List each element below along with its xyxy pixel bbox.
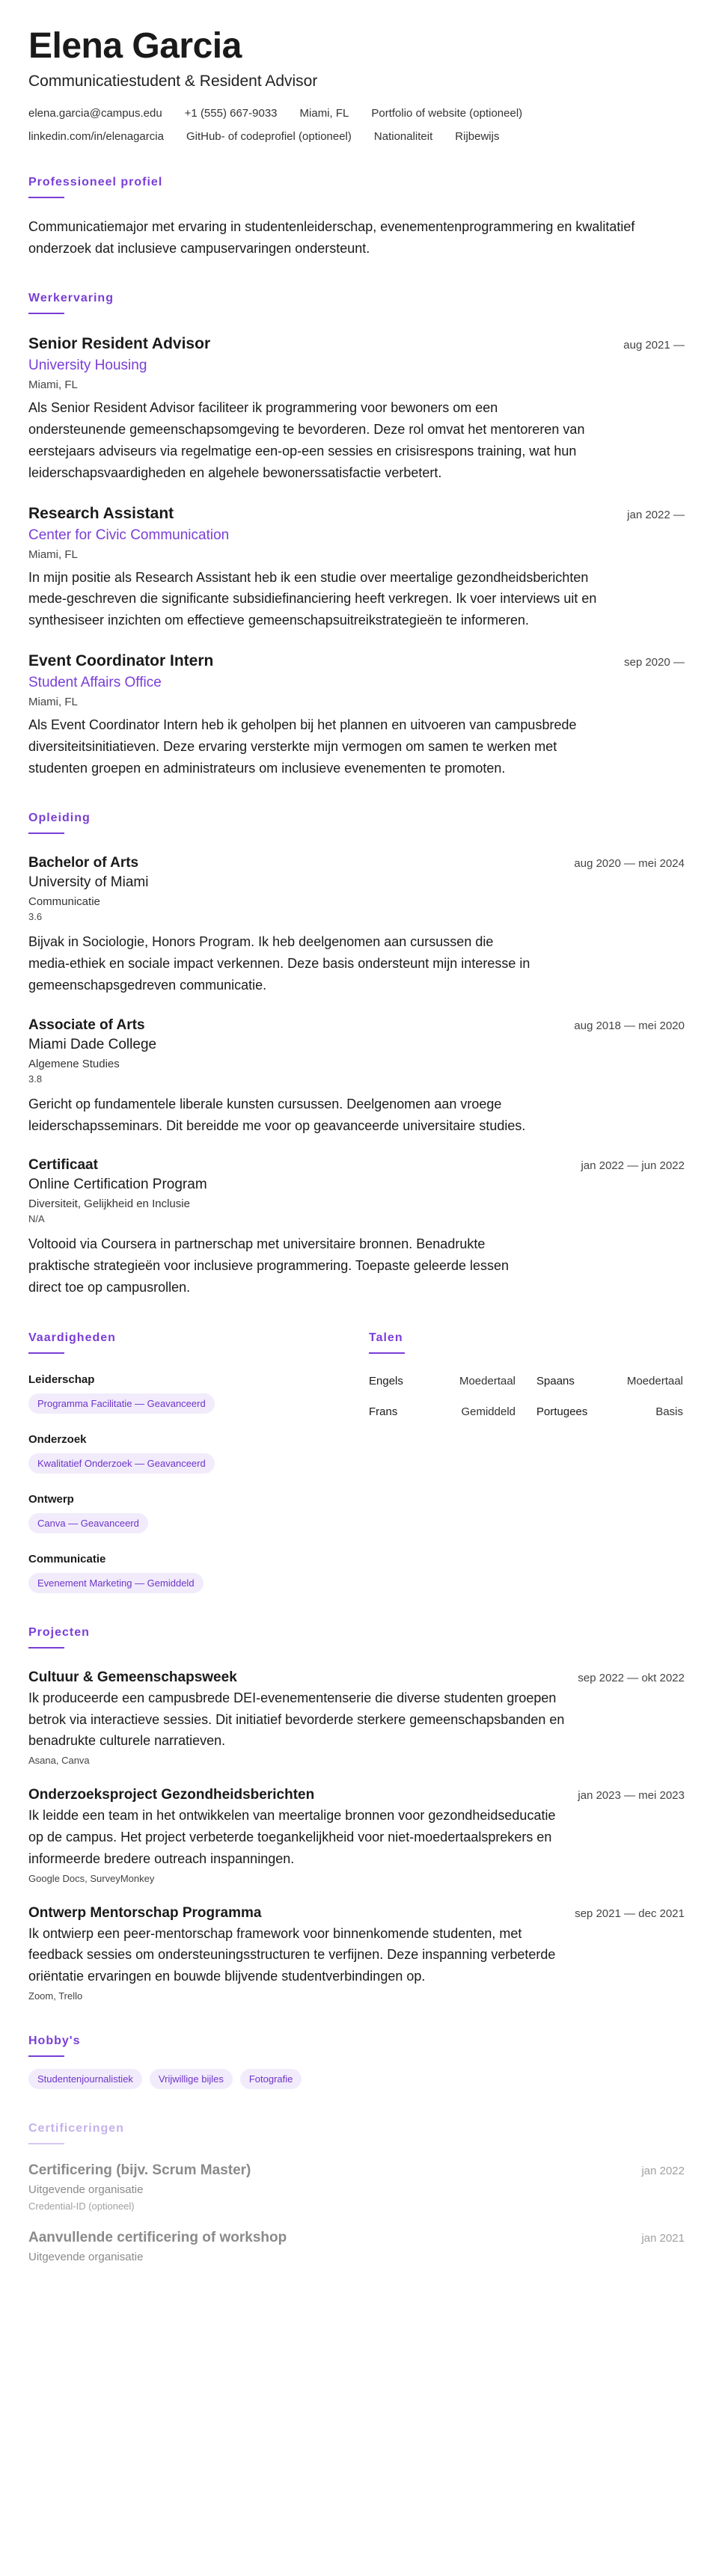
job-organization: Student Affairs Office (28, 674, 162, 690)
language-level: Moedertaal (459, 1374, 515, 1387)
job-date: sep 2020 — (624, 655, 685, 669)
job-date: jan 2022 — (627, 508, 685, 521)
job-description: Als Senior Resident Advisor faciliteer ik programmering voor bewoners om een ondersteunende gemeenschapsomgeving te bevorderen. Deze rol omvat het mentoreren van eerstejaars adviseurs via regelmatige een-op-een sessies en crisisrespons training, wat hun leiderschapsvaardigheden en algehele bewonerssatisfactie verbetert. (28, 400, 585, 480)
project-entry (28, 1669, 685, 1766)
projects-section (28, 1626, 685, 2002)
education-description: Bijvak in Sociologie, Honors Program. Ik heb deelgenomen aan cursussen die media-ethiek en sociale impact verkennen. Deze basis ondersteunt mijn interesse in gemeenschapsgedreven communicatie. (28, 934, 530, 993)
job-organization: University Housing (28, 358, 147, 374)
section-title: Hobby's (28, 2034, 81, 2047)
language-name: Engels (369, 1374, 403, 1387)
contact-list (28, 107, 597, 143)
section-divider (28, 1352, 64, 1354)
contact-portfolio[interactable]: Portfolio of website (optioneel) (371, 106, 523, 120)
job-location: Miami, FL (28, 695, 78, 708)
candidate-name: Elena Garcia (28, 26, 242, 66)
education-date: aug 2020 — mei 2024 (574, 857, 685, 871)
section-title: Professioneel profiel (28, 175, 163, 188)
section-divider (28, 832, 64, 834)
skill-group-name: Leiderschap (28, 1373, 95, 1386)
language-list (369, 1375, 683, 1418)
contact-location: Miami, FL (299, 106, 349, 120)
resume-header (28, 27, 685, 143)
skill-group-name: Communicatie (28, 1552, 106, 1565)
job-title: Event Coordinator Intern (28, 651, 214, 669)
job-organization: Center for Civic Communication (28, 527, 230, 543)
project-date: sep 2022 — okt 2022 (578, 1671, 685, 1684)
skills-section (28, 1331, 369, 1593)
section-title: Werkervaring (28, 292, 114, 305)
language-name: Portugees (536, 1405, 588, 1418)
contact-github[interactable]: GitHub- of codeprofiel (optioneel) (186, 129, 352, 143)
institution-name: University of Miami (28, 874, 149, 891)
skill-group (28, 1433, 369, 1473)
project-name: Ontwerp Mentorschap Programma (28, 1904, 262, 1921)
skill-chip: Kwalitatief Onderzoek — Geavanceerd (28, 1453, 215, 1473)
certification-issuer: Uitgevende organisatie (28, 2250, 144, 2263)
certification-entry (28, 2162, 685, 2212)
education-description: Gericht op fundamentele liberale kunsten cursussen. Deelgenomen aan vroege leiderschapsseminars. Dit bereidde me voor op geavanceerde universitaire studies. (28, 1096, 526, 1133)
profile-summary: Communicatiemajor met ervaring in studentenleiderschap, evenementenprogrammering en kwalitatief onderzoek dat inclusieve campuservaringen ondersteunt. (28, 218, 635, 256)
study-field: Communicatie (28, 895, 100, 909)
certification-issuer: Uitgevende organisatie (28, 2183, 144, 2196)
skill-group-name: Onderzoek (28, 1432, 87, 1446)
job-date: aug 2021 — (623, 339, 685, 352)
degree-title: Certificaat (28, 1157, 98, 1174)
hobby-chip: Studentenjournalistiek (28, 2069, 142, 2089)
education-date: aug 2018 — mei 2020 (574, 1019, 685, 1032)
section-divider (28, 1647, 64, 1649)
certification-entry (28, 2230, 685, 2263)
skill-chip: Evenement Marketing — Gemiddeld (28, 1573, 204, 1593)
profile-section (28, 176, 685, 260)
project-description: Ik ontwierp een peer-mentorschap framework voor binnenkomende studenten, met feedback sessies om ondersteuningsstructuren te verfijnen. Deze inspanning verbeterde oriëntatie ervaringen en bouwde blijvende studentverbindingen op. (28, 1925, 556, 1984)
study-field: Diversiteit, Gelijkheid en Inclusie (28, 1197, 190, 1211)
language-level: Gemiddeld (461, 1405, 515, 1418)
hobby-chip: Fotografie (240, 2069, 302, 2089)
contact-nationality: Nationaliteit (373, 129, 433, 143)
language-level: Basis (655, 1405, 683, 1418)
section-divider (28, 2143, 64, 2144)
project-tools: Asana, Canva (28, 1755, 90, 1767)
job-title: Senior Resident Advisor (28, 335, 211, 353)
language-item (536, 1375, 683, 1387)
grade-score: 3.8 (28, 1073, 43, 1085)
experience-section (28, 292, 685, 779)
experience-entry (28, 505, 685, 631)
project-entry (28, 1787, 685, 1883)
section-title: Talen (369, 1331, 403, 1344)
skill-group (28, 1493, 369, 1533)
language-item (369, 1405, 515, 1418)
certification-date: jan 2022 (641, 2164, 685, 2177)
education-description: Voltooid via Coursera in partnerschap met universitaire bronnen. Benadrukte praktische strategieën voor inclusieve programmering. Toepaste geleerde lessen direct toe op campusrollen. (28, 1236, 509, 1295)
institution-name: Miami Dade College (28, 1036, 157, 1052)
hobby-chip: Vrijwillige bijles (150, 2069, 233, 2089)
contact-drivers-license: Rijbewijs (455, 129, 500, 143)
project-description: Ik leidde een team in het ontwikkelen van meertalige bronnen voor gezondheidseducatie op de campus. Het project verbeterde toegankelijkheid voor niet-moedertaalsprekers en informeerde bredere outreach inspanningen. (28, 1808, 556, 1866)
section-divider (28, 2055, 64, 2057)
job-title: Research Assistant (28, 504, 174, 522)
section-title: Vaardigheden (28, 1331, 116, 1344)
section-title: Opleiding (28, 812, 91, 825)
project-entry (28, 1905, 685, 2002)
hobby-list (28, 2069, 685, 2089)
contact-phone[interactable]: +1 (555) 667-9033 (184, 106, 278, 120)
project-date: jan 2023 — mei 2023 (578, 1789, 685, 1803)
skill-group (28, 1373, 369, 1414)
study-field: Algemene Studies (28, 1057, 120, 1070)
certification-name: Aanvullende certificering of workshop (28, 2229, 287, 2245)
language-item (369, 1375, 515, 1387)
section-divider (28, 313, 64, 314)
section-title: Certificeringen (28, 2121, 124, 2135)
certifications-section (28, 2122, 685, 2263)
degree-title: Associate of Arts (28, 1016, 145, 1033)
section-title: Projecten (28, 1625, 90, 1639)
languages-section (369, 1331, 683, 1593)
experience-entry (28, 335, 685, 483)
language-name: Frans (369, 1405, 398, 1418)
education-date: jan 2022 — jun 2022 (581, 1159, 685, 1173)
skill-chip: Canva — Geavanceerd (28, 1513, 148, 1533)
language-name: Spaans (536, 1374, 575, 1387)
section-divider (28, 197, 64, 198)
education-entry (28, 1017, 685, 1137)
project-description: Ik produceerde een campusbrede DEI-evenementenserie die diverse studenten groepen betrok via interactieve sessies. Dit initiatief bevorderde sterkere gemeenschapsbanden en benadrukte culturele narratieven. (28, 1690, 565, 1749)
project-tools: Zoom, Trello (28, 1990, 83, 2002)
contact-email[interactable]: elena.garcia@campus.edu (28, 106, 162, 120)
degree-title: Bachelor of Arts (28, 855, 139, 871)
contact-linkedin[interactable]: linkedin.com/in/elenagarcia (28, 129, 164, 143)
education-entry (28, 1157, 685, 1298)
grade-score: N/A (28, 1213, 45, 1225)
skills-languages-row (28, 1331, 685, 1593)
skill-group (28, 1553, 369, 1593)
language-level: Moedertaal (626, 1374, 683, 1387)
project-name: Onderzoeksproject Gezondheidsberichten (28, 1787, 315, 1803)
project-date: sep 2021 — dec 2021 (575, 1907, 685, 1920)
skill-group-name: Ontwerp (28, 1492, 74, 1506)
project-name: Cultuur & Gemeenschapsweek (28, 1669, 237, 1685)
education-section (28, 812, 685, 1298)
institution-name: Online Certification Program (28, 1177, 207, 1193)
candidate-headline: Communicatiestudent & Resident Advisor (28, 72, 318, 90)
skill-chip: Programma Facilitatie — Geavanceerd (28, 1393, 215, 1414)
hobbies-section (28, 2034, 685, 2089)
certification-name: Certificering (bijv. Scrum Master) (28, 2162, 251, 2178)
job-location: Miami, FL (28, 378, 78, 392)
language-item (536, 1405, 683, 1418)
experience-entry (28, 652, 685, 779)
job-location: Miami, FL (28, 548, 78, 561)
section-divider (369, 1352, 405, 1354)
certification-date: jan 2021 (641, 2231, 685, 2245)
job-description: Als Event Coordinator Intern heb ik geholpen bij het plannen en uitvoeren van campusbrede diversiteitsinitiatieven. Deze ervaring versterkte mijn vermogen om samen te werken met studenten groepen en administrateurs om inclusieve evenementen te promoten. (28, 717, 577, 776)
education-entry (28, 855, 685, 996)
project-tools: Google Docs, SurveyMonkey (28, 1872, 155, 1884)
grade-score: 3.6 (28, 911, 43, 923)
job-description: In mijn positie als Research Assistant heb ik een studie over meertalige gezondheidsberichten mede-geschreven die significante subsidiefinanciering heeft verkregen. Ik voer interviews uit en synthesiseer inzichten om effectieve gemeenschapsuitreikstrategieën te informeren. (28, 569, 597, 628)
certification-credential-id: Credential-ID (optioneel) (28, 2200, 135, 2212)
